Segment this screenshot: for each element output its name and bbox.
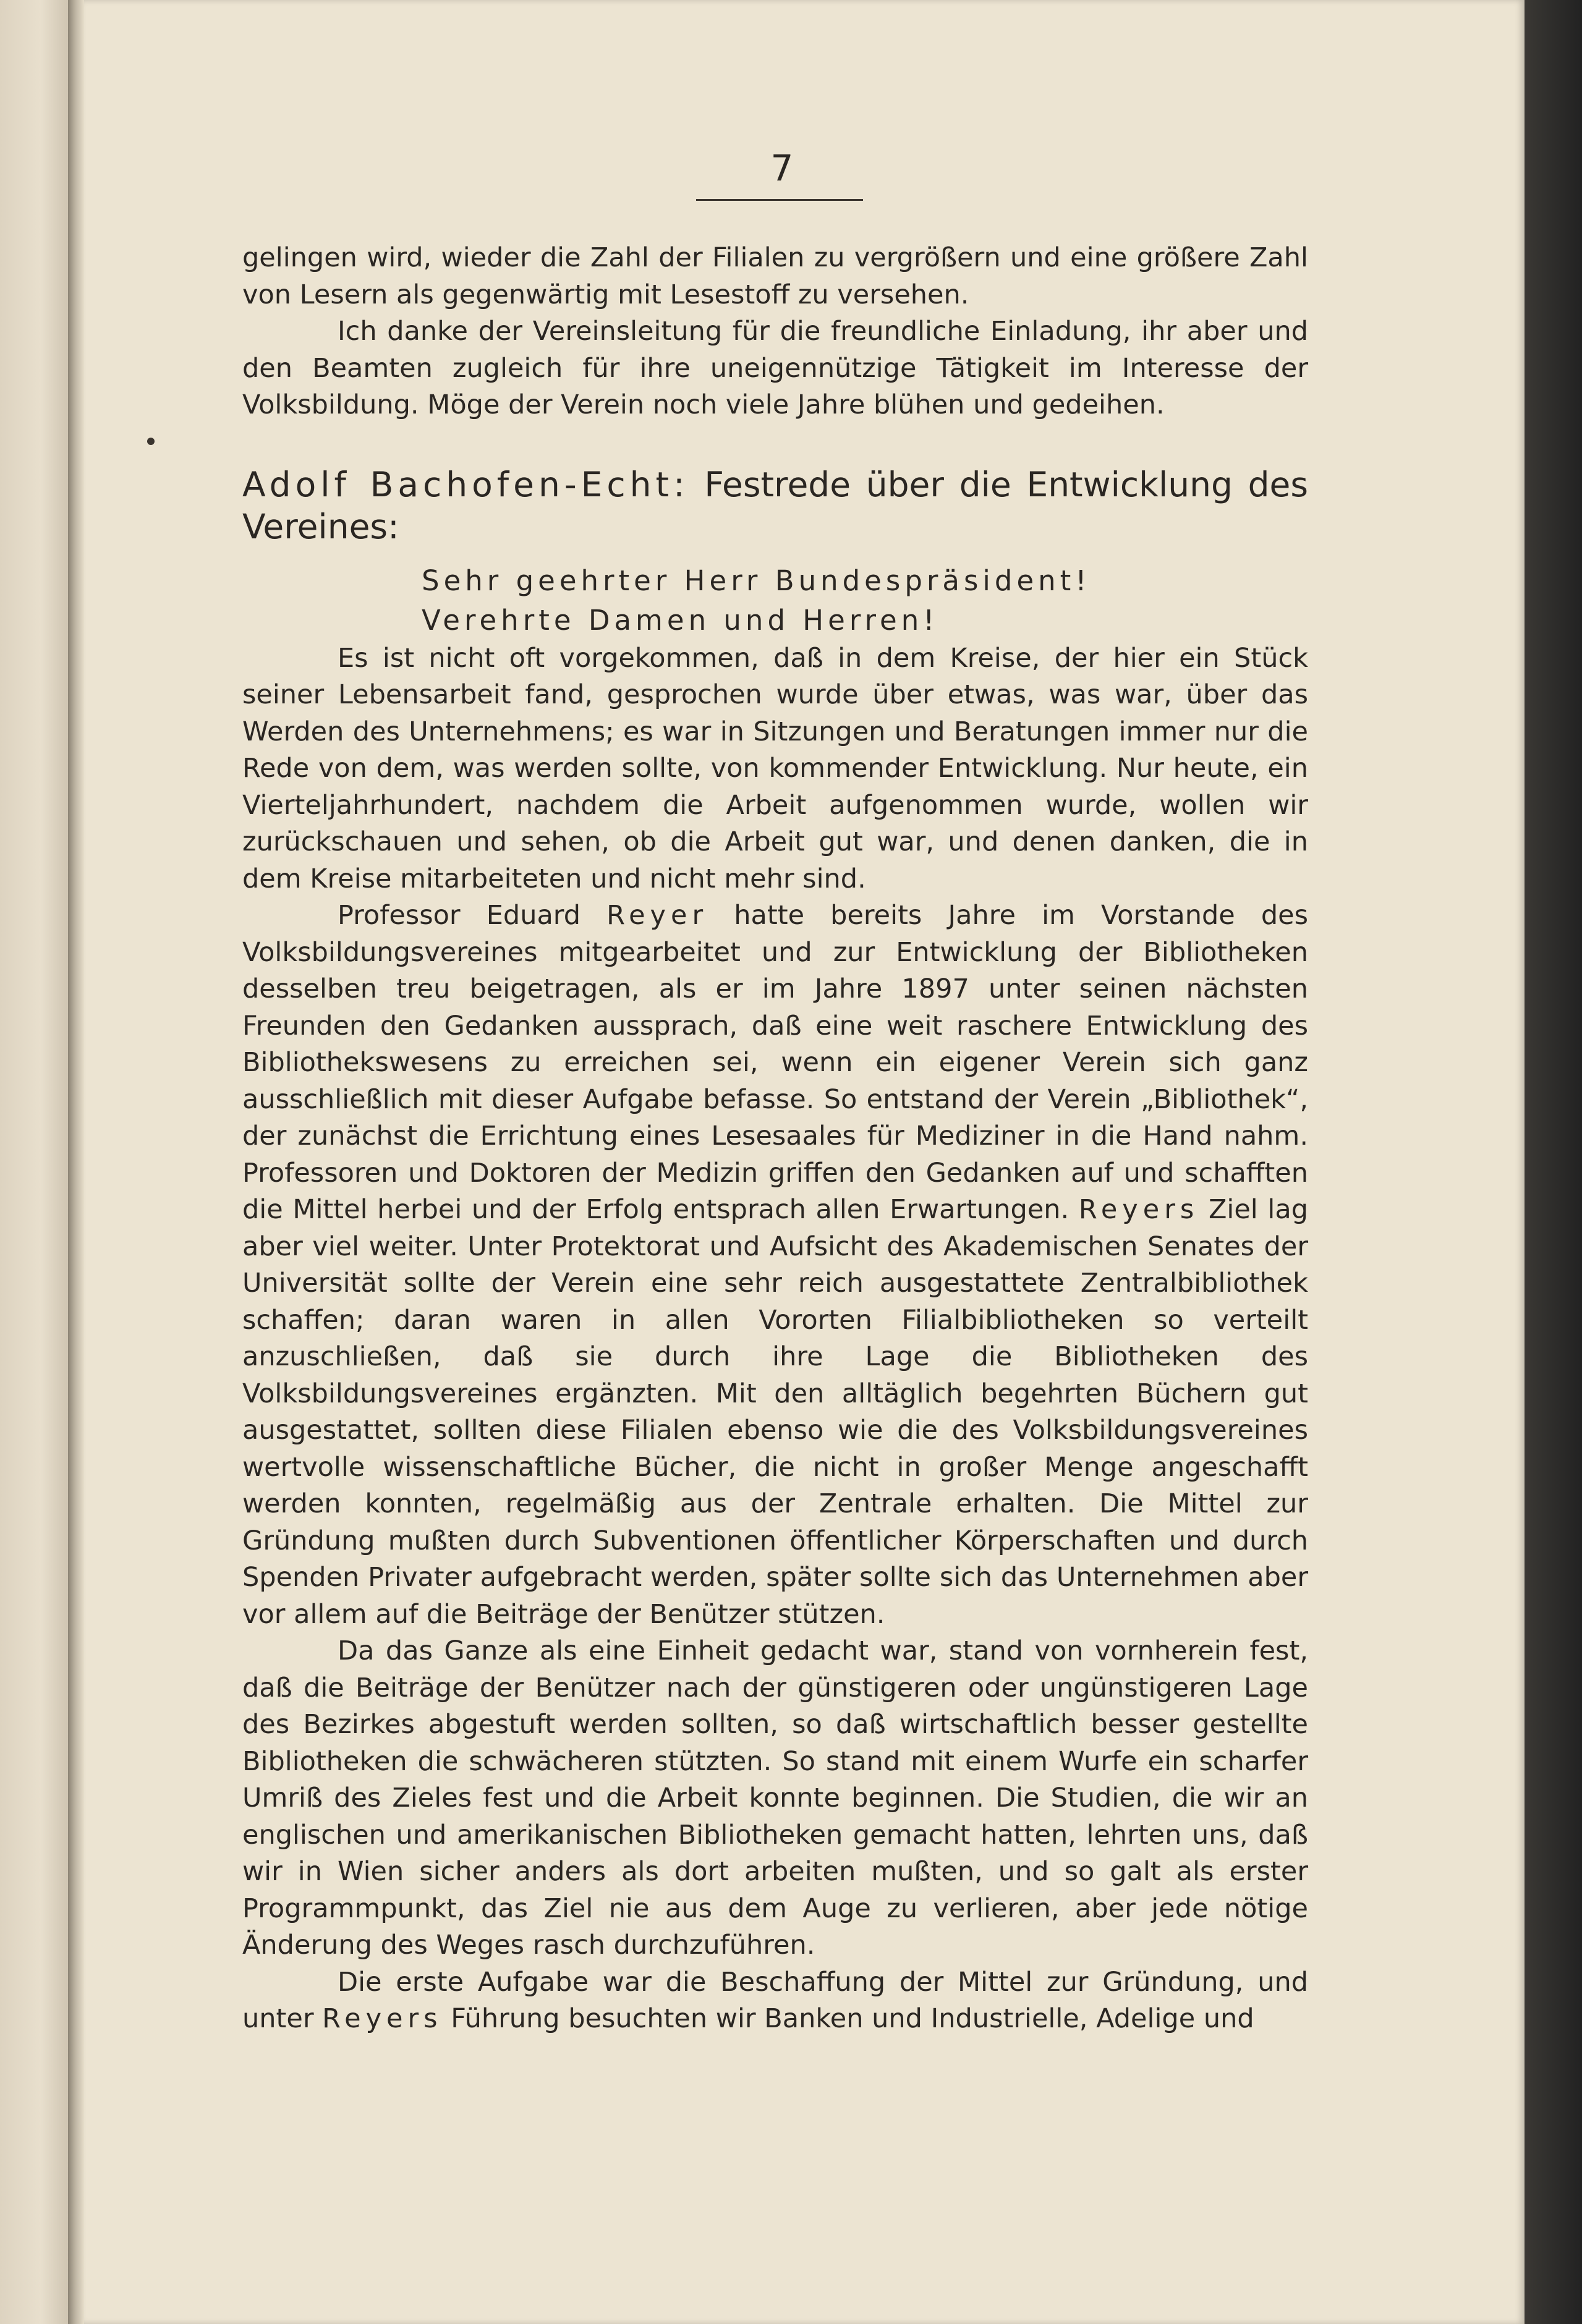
name-reyers: Reyers [1078,1194,1199,1225]
text-run: hatte bereits Jahre im Vorstande des Volksbildungsvereines mitgearbeitet und zur Entwicklung der Bibliotheken desselben treu beigetragen, als er im Jahre 1897 unter seinen nächsten Freunden den Gedanken aussprach, daß eine weit raschere Entwicklung des Bibliothekswesens zu erreichen sei, wenn ein eigener Verein sich ganz ausschließlich mit dieser Aufgabe befasse. So entstand der Verein „Bibliothek“, der zunächst die Errichtung eines Lesesaales für Mediziner in die Hand nahm. Professoren und Doktoren der Medizin griffen den Gedanken auf und schafften die Mittel herbei und der Erfolg entsprach allen Erwartungen. [242,900,1308,1225]
speech-paragraph-3: Da das Ganze als eine Einheit gedacht war, stand von vornherein fest, daß die Beiträge der Benützer nach der günstigeren oder ungünstigeren Lage des Bezirkes abgestuft werden sollten, so daß wirtschaftlich besser gestellte Bibliotheken die schwächeren stützten. So stand mit einem Wurfe ein scharfer Umriß des Zieles fest und die Arbeit konnte beginnen. Die Studien, die wir an englischen und amerikanischen Bibliotheken gemacht hatten, lehrten uns, daß wir in Wien sicher anders als dort arbeiten mußten, und so galt als erster Programmpunkt, das Ziel nie aus dem Auge zu verlieren, aber jede nötige Änderung des Weges rasch durchzuführen. [242,1635,1308,1961]
salutation-line-2: Verehrte Damen und Herren! [422,603,939,637]
page-outer-edge [1525,0,1582,2324]
name-reyer: Reyer [606,900,708,931]
text-run: Professor Eduard [338,900,607,931]
speech-heading [242,464,1308,548]
speech-paragraph-1: Es ist nicht oft vorgekommen, daß in dem Kreise, der hier ein Stück seiner Lebensarbeit fand, gesprochen wurde über etwas, was war, über das Werden des Unternehmens; es war in Sitzungen und Beratungen immer nur die Rede von dem, was werden sollte, von kommender Entwicklung. Nur heute, ein Vierteljahrhundert, nachdem die Arbeit aufgenommen wurde, wollen wir zurückschauen und sehen, ob die Arbeit gut war, und denen danken, die in dem Kreise mitarbeiteten und nicht mehr sind. [242,642,1308,894]
main-text [242,240,1308,2038]
text-run: Die erste Aufgabe war die Beschaffung der Mittel zur Gründung, und unter [242,1966,1308,2034]
paragraph-continuation: gelingen wird, wieder die Zahl der Filialen zu vergrößern und eine größere Zahl von Lesern als gegenwärtig mit Lesestoff zu versehen. [242,242,1308,310]
salutation-line-1: Sehr geehrter Herr Bundespräsident! [422,564,1091,597]
speech-paragraph-2 [242,897,1308,1633]
heading-author: Adolf Bachofen-Echt: [242,464,689,504]
book-gutter [68,0,84,2324]
speech-paragraph-4 [242,1964,1308,2038]
paragraph-thanks: Ich danke der Vereinsleitung für die freundliche Einladung, ihr aber und den Beamten zugleich für ihre uneigennützige Tätigkeit im Interesse der Volksbildung. Möge der Verein noch viele Jahre blühen und gedeihen. [242,316,1308,420]
facing-page-edge [0,0,68,2324]
page-number-rule [696,199,863,201]
name-reyers: Reyers [322,2003,443,2034]
margin-mark [147,438,155,445]
page-number: 7 [770,147,794,189]
text-run: Ziel lag aber viel weiter. Unter Protektorat und Aufsicht des Akademischen Senates der Universität sollte der Verein eine sehr reich ausgestattete Zentralbibliothek schaffen; daran waren in allen Vororten Filialbibliotheken so verteilt anzuschließen, daß sie durch ihre Lage die Bibliotheken des Volksbildungsvereines ergänzten. Mit den alltäglich begehrten Büchern gut ausgestattet, sollten diese Filialen ebenso wie die des Volksbildungsvereines wertvolle wissenschaftliche Bücher, die nicht in großer Menge angeschafft werden konnten, regelmäßig aus der Zentrale erhalten. Die Mittel zur Gründung mußten durch Subventionen öffentlicher Körperschaften und durch Spenden Privater aufgebracht werden, später sollte sich das Unternehmen aber vor allem auf die Beiträge der Benützer stützen. [242,1194,1308,1630]
text-run: Führung besuchten wir Banken und Industrielle, Adelige und [442,2003,1254,2034]
heading-title: Festrede über die Entwicklung des Vereines: [242,464,1309,546]
